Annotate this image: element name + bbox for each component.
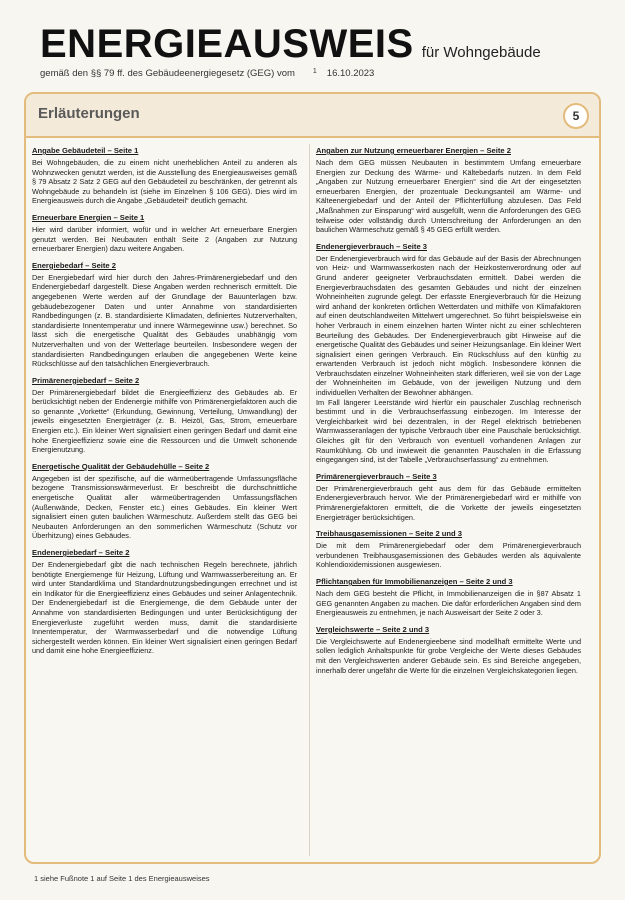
section-title: Erläuterungen (38, 105, 140, 122)
section-body: Der Endenergieverbrauch wird für das Gebäude auf der Basis der Abrechnungen von Heiz- und Warmwasserkosten nach der Heizkostenverordnung oder auf Grund anderer geeigneter Verbrauchsdaten ermittelt. Dabei werden die Energieverbrauchsdaten des gesamten Gebäudes und nicht der einzelnen Wohneinheiten zugrunde gelegt. Der erfasste Energieverbrauch für die Heizung wird anhand der konkreten örtlichen Wetterdaten und mithilfe von Klimafaktoren auf einen deutschlandweiten Mittelwert umgerechnet. So führt beispielsweise ein hoher Verbrauch in einem einzelnen harten Winter nicht zu einer schlechteren Beurteilung des Gebäudes. Der Endenergieverbrauch gibt Hinweise auf die energetische Qualität des Gebäudes und seiner Heizungsanlage. Ein kleiner Wert signalisiert einen geringen Verbrauch. Ein Rückschluss auf den künftig zu erwartenden Verbrauch ist jedoch nicht möglich. Insbesondere können die Verbrauchsdaten einzelner Wohneinheiten stark differieren, weil sie von der Lage der Wohneinheiten im Gebäude, von der jeweiligen Nutzung und dem individuellen Verhalten der Bewohner abhängen. Im Fall längerer Leerstände wird hierfür ein pauschaler Zuschlag rechnerisch bestimmt und in die Verbrauchserfassung einbezogen. Im Interesse der Vergleichbarkeit wird bei dezentralen, in der Regel elektrisch betriebenen Warmwasseranlagen der typische Verbrauch über eine Pauschale berücksichtigt. Gleiches gilt für den Verbrauch von eventuell vorhandenen Anlagen zur Raumkühlung. Ob und inwieweit die genannten Pauschalen in die Erfassung eingegangen sind, ist der Tabelle „Verbrauchserfassung“ zu entnehmen. (316, 253, 581, 465)
document-title: ENERGIEAUSWEIS (40, 22, 414, 66)
section-heading: Energetische Qualität der Gebäudehülle – Seite 2 (32, 461, 210, 471)
document-header (40, 22, 600, 79)
column-divider (309, 144, 310, 856)
footnote: 1 siehe Fußnote 1 auf Seite 1 des Energieausweises (34, 874, 210, 883)
explanation-section (316, 529, 581, 570)
document-subtitle: für Wohngebäude (421, 44, 541, 61)
section-body: Der Primärenergieverbrauch geht aus dem für das Gebäude ermittelten Endenergieverbrauch hervor. Wie der Primärenergiebedarf wird er mithilfe von Primärenergiefaktoren ermittelt, die die Vorkette der jeweils eingesetzten Energieträger berücksichtigen. (316, 483, 581, 522)
explanation-section (32, 213, 297, 254)
section-body: Der Energiebedarf wird hier durch den Jahres-Primärenergiebedarf und den Endenergiebedarf dargestellt. Diese Angaben werden rechnerisch ermittelt. Die angegebenen Werte werden auf der Grundlage der Bauunterlagen bzw. gebäudebezogener Daten und unter Annahme von standardisierten Randbedingungen (z. B. standardisierte Klimadaten, definiertes Nutzerverhalten, standardisierte Innentemperatur und innere Wärmegewinne usw.) berechnet. So lässt sich die energetische Qualität des Gebäudes unabhängig vom Nutzerverhalten und von der Wetterlage beurteilen. Insbesondere wegen der standardisierten Randbedingungen erlauben die angegebenen Werte keine Rückschlüsse auf den tatsächlichen Energieverbrauch. (32, 272, 297, 369)
explanations-panel (24, 92, 601, 864)
explanation-section (32, 462, 297, 541)
explanation-section (32, 261, 297, 369)
section-body: Die mit dem Primärenergiebedarf oder dem Primärenergieverbrauch verbundenen Treibhausgasemissionen des Gebäudes werden als äquivalente Kohlendioxidemissionen ausgewiesen. (316, 541, 581, 570)
section-body: Die Vergleichswerte auf Endenergieebene sind modellhaft ermittelte Werte und sollen lediglich Anhaltspunkte für grobe Vergleiche der Werte dieses Gebäudes mit den Vergleichswerten anderer Gebäude sein. Es sind Bereiche angegeben, innerhalb derer ungefähr die Werte für die einzelnen Vergleichskategorien liegen. (316, 636, 581, 675)
law-reference: gemäß den §§ 79 ff. des Gebäudeenergiegesetz (GEG) vom (40, 68, 295, 79)
panel-header (26, 94, 599, 138)
section-body: Bei Wohngebäuden, die zu einem nicht unerheblichen Anteil zu anderen als Wohnzwecken genutzt werden, ist die Ausstellung des Energieausweises gemäß § 79 Absatz 2 Satz 2 GEG auf den Gebäudeteil zu beschränken, der getrennt als Wohngebäude zu behandeln ist (siehe im Einzelnen § 106 GEG). Dies wird im Energieausweis durch die Angabe „Gebäudeteil“ deutlich gemacht. (32, 158, 297, 206)
section-heading: Primärenergiebedarf – Seite 2 (32, 375, 140, 385)
section-heading: Endenergiebedarf – Seite 2 (32, 548, 130, 557)
section-body: Nach dem GEG besteht die Pflicht, in Immobilienanzeigen die in §87 Absatz 1 GEG genannten Angaben zu machen. Die dafür erforderlichen Angaben sind dem Energieausweis zu entnehmen, je nach Ausweisart der Seite 2 oder 3. (316, 588, 581, 618)
section-heading: Angaben zur Nutzung erneuerbarer Energien – Seite 2 (316, 146, 511, 155)
section-body: Nach dem GEG müssen Neubauten in bestimmtem Umfang erneuerbare Energien zur Deckung des Wärme- und Kältebedarfs nutzen. In dem Feld „Angaben zur Nutzung erneuerbarer Energien“ sind die Art der eingesetzten erneuerbaren Energien, der prozentuale Deckungsanteil am Wärme- und Kälteenergiebedarf und der Anteil der Pflichterfüllung abzulesen. Das Feld „Maßnahmen zur Einsparung“ wird ausgefüllt, wenn die Anforderungen des GEG teilweise oder vollständig durch Unterschreitung der Anforderungen an den baulichen Wärmeschutz gemäß § 45 GEG erfüllt werden. (316, 158, 581, 235)
explanation-section (32, 376, 297, 455)
explanation-section (316, 625, 581, 675)
section-body: Der Endenergiebedarf gibt die nach technischen Regeln berechnete, jährlich benötigte Energiemenge für Heizung, Lüftung und Warmwasserbereitung an. Er wird unter Standardklima und Standardnutzungsbedingungen errechnet und ist ein Indikator für die Energieeffizienz eines Gebäudes und seiner Anlagentechnik. Der Endenergiebedarf ist die Energiemenge, die dem Gebäude unter der Annahme von standardisierten Bedingungen und unter Berücksichtigung der Energieverluste zugeführt werden muss, damit die standardisierte Innentemperatur, der Warmwasserbedarf und die notwendige Lüftung sichergestellt werden können. Ein kleiner Wert signalisiert einen geringen Bedarf und damit eine hohe Energieeffizienz. (32, 560, 297, 656)
section-heading: Treibhausgasemissionen – Seite 2 und 3 (316, 529, 463, 539)
section-body: Hier wird darüber informiert, wofür und in welcher Art erneuerbare Energien genutzt werden. Bei Neubauten enthält Seite 2 (Angaben zur Nutzung erneuerbarer Energien) dazu weitere Angaben. (32, 224, 297, 254)
legal-basis-line (40, 68, 600, 79)
explanation-section (316, 472, 581, 522)
explanation-section (316, 146, 581, 235)
explanation-section (316, 577, 581, 618)
explanation-section (32, 548, 297, 656)
explanation-section (32, 146, 297, 206)
section-heading: Vergleichswerte – Seite 2 und 3 (316, 624, 430, 634)
right-column (316, 146, 581, 682)
section-heading: Primärenergieverbrauch – Seite 3 (316, 471, 437, 481)
section-body: Der Primärenergiebedarf bildet die Energieeffizienz des Gebäudes ab. Er berücksichtigt neben der Endenergie mithilfe von Primärenergiefaktoren auch die so genannte „Vorkette“ (Erkundung, Gewinnung, Verteilung, Umwandlung) der jeweils eingesetzten Energieträger (z. B. Heizöl, Gas, Strom, erneuerbare Energien etc.). Ein kleiner Wert signalisiert einen geringen Bedarf und damit eine hohe Energieeffizienz sowie eine die Ressourcen und die Umwelt schonende Energienutzung. (32, 387, 297, 455)
left-column (32, 146, 297, 663)
section-heading: Endenergieverbrauch – Seite 3 (316, 241, 427, 251)
section-heading: Energiebedarf – Seite 2 (32, 260, 116, 270)
section-body: Angegeben ist der spezifische, auf die wärmeübertragende Umfassungsfläche bezogene Transmissionswärmeverlust. Er beschreibt die durchschnittliche energetische Qualität aller wärmeübertragenden Umfassungsflächen (Außenwände, Decken, Fenster etc.) eines Gebäudes. Ein kleiner Wert signalisiert einen guten baulichen Wärmeschutz. Außerdem stellt das GEG bei Neubauten Anforderungen an den sommerlichen Wärmeschutz (Schutz vor Überhitzung) eines Gebäudes. (32, 473, 297, 541)
explanation-section (316, 242, 581, 465)
section-heading: Pflichtangaben für Immobilienanzeigen – Seite 2 und 3 (316, 576, 513, 586)
issue-date: 16.10.2023 (326, 68, 375, 79)
section-heading: Erneuerbare Energien – Seite 1 (32, 212, 145, 222)
page-number-badge: 5 (563, 103, 589, 129)
footnote-mark: 1 (312, 68, 317, 75)
section-heading: Angabe Gebäudeteil – Seite 1 (32, 146, 139, 155)
